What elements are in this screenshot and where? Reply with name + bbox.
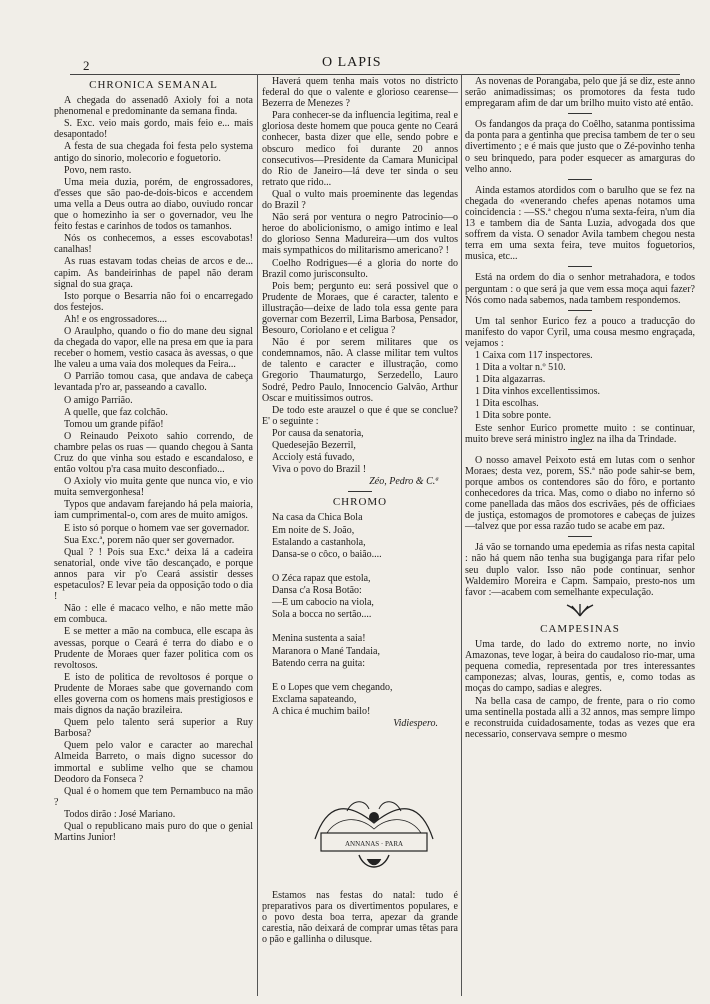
verse-line: Na casa da Chica Bola — [272, 512, 363, 524]
chronica-body — [54, 95, 253, 843]
paragraph: Qual é o homem que tem Pernambuco na mão ? — [54, 785, 253, 808]
verse-line — [262, 670, 458, 681]
verse-line: Viva o povo do Brazil ! — [272, 464, 367, 476]
column-3 — [465, 76, 695, 741]
paragraph: Qual ? ! Pois sua Exc.ª deixa lá a cadeira senatorial, onde vive tão descançado, e porque annos para vir p'o Ceará assistir desses espetaculos? E levar peia da opposição todo o dia ! — [54, 546, 253, 603]
list-item: 1 Dita escolhas. — [475, 398, 539, 410]
paragraph: A festa de sua chegada foi festa pelo systema antigo do sinorio, molecorio e foguetorio. — [54, 141, 253, 164]
paragraph: Para conhecer-se da influencia legitima, real e gloriosa deste homem que pouca gente no Ceará conhecer, basta dizer que elle, sendo pobre e obscuro medico foi durante 20 annos consecutivos—Presidente da Camara Municipal do Rio de Janeiro—lá deve ter sinda o seu retrato que rido... — [262, 110, 458, 188]
paragraph: Typos que andavam farejando há pela maioria, iam cumprimental-o, com ares de muito amigos. — [54, 499, 253, 522]
paragraph: Não será por ventura o negro Patrocinio—o heroe do abolicionismo, o amigo intimo e leal do glorioso Senna Madureira—um dos vultos mais sympathicos do militarismo americano? ! — [262, 212, 458, 257]
list-item: 1 Dita algazarras. — [475, 374, 546, 386]
verse-line: Batendo cerra na guita: — [272, 657, 366, 669]
masthead-title: O LAPIS — [322, 55, 382, 70]
paragraph: De todo este arauzel o que é que se conclue? E' o seguinte : — [262, 404, 458, 427]
decorative-vignette — [307, 793, 441, 883]
paragraph: Um tal senhor Eurico fez a pouco a traducção do manifesto do vapor Cyril, uma cousa mesmo engraçada, vejamos : — [465, 315, 695, 349]
section-title: CHROMO — [332, 496, 388, 509]
paragraph: A quelle, que faz colchão. — [64, 406, 168, 418]
column-1 — [54, 76, 253, 844]
svg-text:ANNANAS · PARA: ANNANAS · PARA — [344, 840, 404, 848]
verse-line: E o Lopes que vem chegando, — [272, 681, 393, 693]
verse-line: Estalando a castanhola, — [272, 536, 366, 548]
column-2-body — [262, 76, 458, 427]
paragraph: E isto só porque o homem vae ser governador. — [64, 522, 250, 534]
paragraph: Uma tarde, do lado do extremo norte, no invio Amazonas, teve logar, à beira do caudaloso rio-mar, uma pequena comedia, representada por tres interessantes camponezas; alvas, louras, gentis, e, como todas as moças do campo, sadias e alegres. — [465, 639, 695, 695]
verse-line: Accioly está fuvado, — [272, 452, 355, 464]
verse-line: Dansa c'a Rosa Botão: — [272, 585, 362, 597]
verse-line: Exclama sapateando, — [272, 693, 357, 705]
paragraph: Sua Exc.ª, porem não quer ser governador. — [64, 534, 235, 546]
verse-line: O Zéca rapaz que estola, — [272, 572, 371, 584]
column-divider — [461, 74, 462, 996]
paragraph: Isto porque o Besarria não foi o encarregado dos festejos. — [54, 290, 253, 313]
paragraph: E se metter a mão na combuca, elle escapa às avessas, porque o Ceará é terra do diabo e o Prudente de Moraes quer fazer politica com os revoltosos. — [54, 626, 253, 671]
paragraph: Está na ordem do dia o senhor metrahadora, e todos perguntam : o que será ja que vem essa moça aqui fazer? Nós como nada sabemos, nada tambem respondemos. — [465, 272, 695, 306]
paragraph: Os fandangos da praça do Coêlho, satanma pontissima da ponta para a gentinha que precisa tambem de ter o seu divertimento ; e é mais que justo que o Zé-povinho tenha o seu brinquedo, para poder esquecer as amarguras do velho anno. — [465, 119, 695, 175]
poem — [262, 512, 458, 717]
paragraph: As novenas de Porangaba, pelo que já se diz, este anno serão animadissimas; os promotores da festa tudo empregaram afim de dar um brilho muito visto até então. — [465, 76, 695, 110]
section-title: CAMPESINAS — [540, 622, 620, 635]
verse — [262, 428, 458, 475]
column-3-body-2 — [465, 423, 695, 598]
verse-line: Sola a bocca no sertão.... — [272, 609, 372, 621]
verse-line: Menina sustenta a saia! — [272, 633, 366, 645]
paragraph: Não : elle é macaco velho, e não mette mão em combuca. — [54, 603, 253, 626]
verse-line: Por causa da senatoria, — [272, 427, 364, 439]
campesinas-body — [465, 639, 695, 740]
verse-line: —E um cabocio na viola, — [272, 597, 374, 609]
paragraph: Quem pelo talento será superior a Ruy Barbosa? — [54, 717, 253, 740]
verse-line: Quedesejão Bezerril, — [272, 440, 356, 451]
leaf-icon — [565, 603, 595, 617]
paragraph: Este senhor Eurico promette muito : se continuar, muito breve será ministro inglez na ilha da Trindade. — [465, 422, 695, 445]
paragraph: Nós os conhecemos, a esses escovabotas! canalhas! — [54, 233, 253, 256]
paragraph: Estamos nas festas do natal: tudo é preparativos para os divertimentos populares, e o povo desta boa terra, apezar da grande carestia, não deixará de comprar umas têtas para o pão e gallinha o dilusque. — [262, 890, 458, 946]
paragraph: O Reinaudo Peixoto sahio correndo, de chambre pelas os ruas — quando chegou à Santa Cruz do que vinha sou estado e escandaloso, e então voltou p'ra casa muito desconfiado... — [54, 430, 253, 476]
verse-line: A chica é muchim bailo! — [272, 705, 371, 717]
column-2-footer — [262, 890, 458, 946]
paragraph: Ainda estamos atordidos com o barulho que se fez na chegada do «venerando chefes apenas notamos uma coincidencia : —SS.ª chegou n'uma sexta-feira, n'um dia 13 e tambem dia de Santa Luzia, advogada dos que soffrem da vista. O senador Avila tambem chegou nesta terra em uma sexta feira, teve muitos foguetorios, musica, etc... — [465, 184, 695, 263]
column-divider — [257, 74, 258, 996]
list-item: 1 Dita a voltar n.º 510. — [475, 362, 566, 374]
paragraph: Qual o vulto mais proeminente das legendas do Brazil ? — [262, 188, 458, 212]
verse-line — [262, 561, 458, 572]
verse-line — [262, 621, 458, 632]
paragraph: Não é por serem militares que os condemnamos, não. A classe militar tem vultos de talento e caracter e illustração, como Gregorio Thaumaturgo, Serzedello, Lauro Sodré, Pedro Paulo, Innocencio Galvão, Arthur Oscar e muitissimos outros. — [262, 337, 458, 404]
paragraph: Todos dirão : José Mariano. — [64, 808, 176, 820]
separator — [568, 179, 592, 180]
separator — [568, 536, 592, 537]
paragraph: Povo, nem rasto. — [64, 164, 132, 176]
paragraph: Pois bem; pergunto eu: será possivel que o Prudente de Moraes, que é caracter, talento e illustração—deixe de lado tola essa gente para governar com Bezerril, Lima Barbosa, Pensador, Besouro, Coriolano e et celigua ? — [262, 280, 458, 337]
paragraph: Qual o republicano mais puro do que o genial Martins Junior! — [54, 821, 253, 844]
paragraph: S. Exc. veio mais gordo, mais feio e... mais desapontado! — [54, 118, 253, 141]
header-rule — [70, 74, 680, 75]
paragraph: Uma meia duzia, porém, de engrossadores, d'esses que são pao-de-dois-bicos e accendem uma vella a Deus outra ao diabo, ouviudo roncar que o homezinho ia ser o governador, veu lhe feito festas e carinhos de todos os tamanhos. — [54, 176, 253, 233]
signature: Zéo, Pedro & C.ª — [369, 476, 438, 488]
paragraph: O Araulpho, quando o fio do mane deu signal da chegada do vapor, elle na presa em que ia para receber o homem, vestio casaca às avessas, o que lhe valeu a uma vaia dos moleques da Feira... — [54, 325, 253, 371]
paragraph: Quem pelo valor e caracter ao marechal Almeida Barreto, o mais digno sucessor do immortal e sublime velho que se chamou Deodoro da Fonseca ? — [54, 740, 253, 785]
list-item: 1 Caixa com 117 inspectores. — [475, 349, 593, 361]
paragraph: Haverá quem tenha mais votos no districto federal do que o valente e glorioso cearense—Bezerra de Menezes ? — [262, 76, 458, 110]
manifest-list — [465, 350, 695, 422]
separator — [568, 449, 592, 450]
pineapple-ornament — [465, 603, 695, 620]
paragraph: As ruas estavam todas cheias de arcos e de... capim. As bandeirinhas de papel não deram signal do sua graça. — [54, 256, 253, 290]
paragraph: O Parrião tomou casa, que andava de cabeça levantada p'ro ar, passeando a cavallo. — [54, 371, 253, 394]
verse-line: Maranora o Mané Tandaia, — [272, 645, 380, 657]
separator — [568, 310, 592, 311]
separator — [568, 113, 592, 114]
column-3-body — [465, 76, 695, 349]
paragraph: O amigo Parrião. — [64, 394, 133, 406]
paragraph: O nosso amavel Peixoto está em lutas com o senhor Moraes; desta vez, porem, SS.ª não pode sahir-se bem, porque ambos os contendores são do fôro, e portanto conhecedores da trica. Mas, como o diabo no inferno só come panellada das mãos dos escrivães, pés de officiaes de justiça, estomagos de promotores e cabeças de juizes—talvez que por essa razão tudo se acabe em paz. — [465, 454, 695, 533]
section-title: CHRONICA SEMANAL — [89, 79, 218, 91]
verse-line: Dansa-se o côco, o baião.... — [272, 548, 382, 560]
paragraph: Coelho Rodrigues—é a gloria do norte do Brazil como jurisconsulto. — [262, 257, 458, 280]
paragraph: Tomou um grande pifão! — [64, 418, 164, 430]
separator — [348, 491, 372, 492]
column-2 — [262, 76, 458, 730]
paragraph: Na bella casa de campo, de frente, para o rio como uma sentinella postada alli a 32 annos, mas sempre limpo e reconstruida cuidadosamente, todas as vezes que era necessario, conservava sempre o mesmo — [465, 695, 695, 740]
paragraph: O Axioly vio muita gente que nunca vio, e vio muita semvergonhesa! — [54, 476, 253, 499]
paragraph: E isto de politica de revoltosos é porque o Prudente de Moraes sabe que governando com elles governa com os homens mais prestigiosos e mais dignos da nação brazileira. — [54, 671, 253, 717]
list-item: 1 Dita sobre ponte. — [475, 410, 552, 422]
separator — [568, 266, 592, 267]
verse-line: Em noite de S. João, — [272, 524, 355, 536]
list-item: 1 Dita vinhos excellentissimos. — [475, 386, 600, 398]
page-number: 2 — [83, 58, 90, 73]
signature: Vidiespero. — [393, 718, 438, 730]
paragraph: A chegada do assenadô Axioly foi a nota phenomenal e predominante da semana finda. — [54, 95, 253, 118]
paragraph: Já vão se tornando uma epedemia as rifas nesta capital : não há quem não tenha sua bugiganga para rifar pelo seu duplo valor. Isso não pode continuar, senhor Waldemiro Moreira e Capm. Sampaio, presto-nos um favor :—acabem com semelhante expeculação. — [465, 542, 695, 598]
paragraph: Ah! e os engrossadores.... — [64, 313, 168, 325]
